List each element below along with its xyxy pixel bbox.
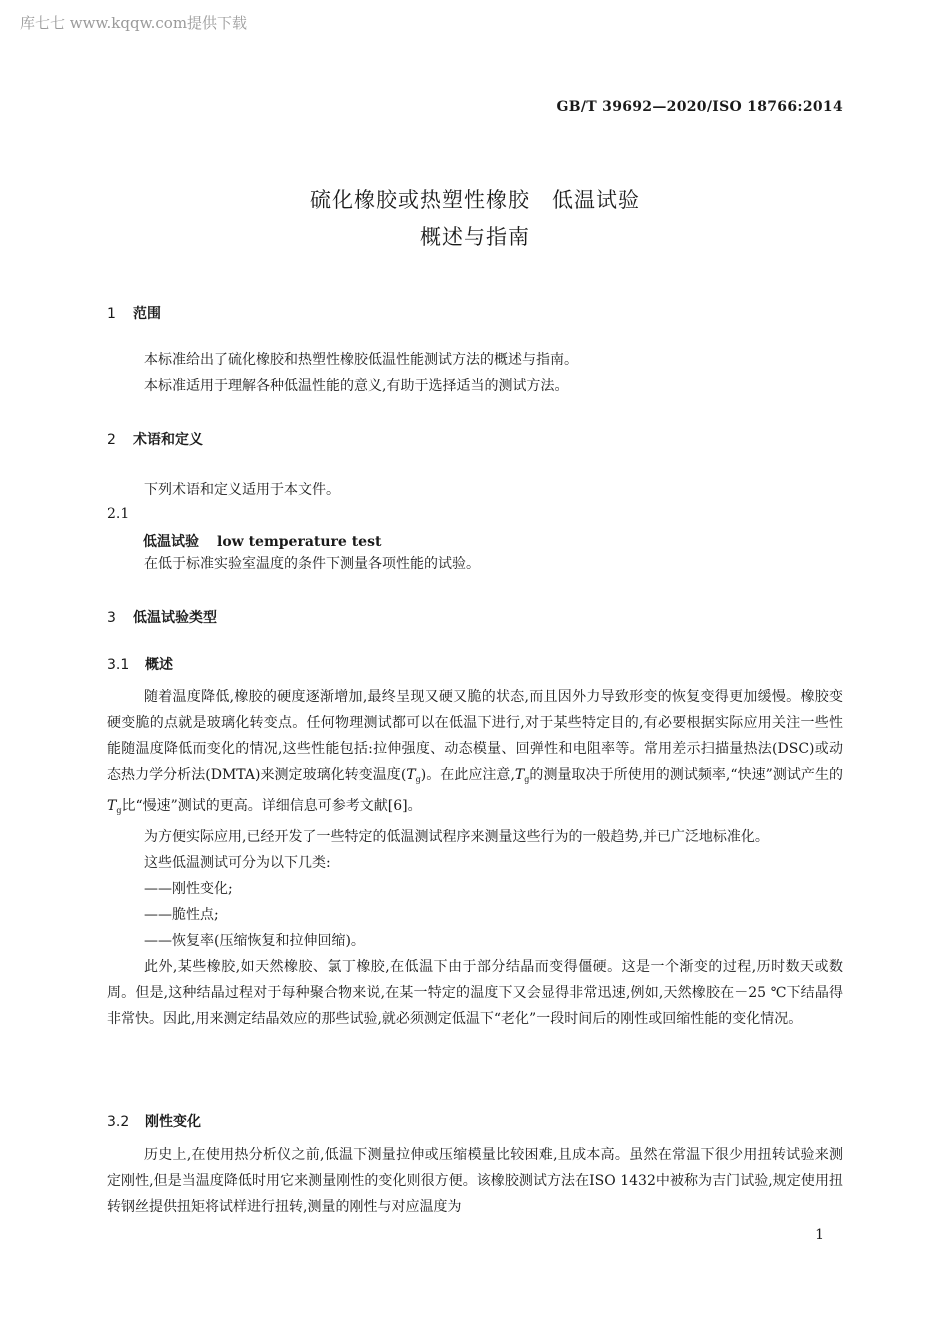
paragraph: 在低于标准实验室温度的条件下测量各项性能的试验。: [144, 556, 480, 572]
section-3-2-heading: [107, 1111, 201, 1131]
section-2-intro: [107, 477, 843, 503]
paragraph: 为方便实际应用,已经开发了一些特定的低温测试程序来测量这些行为的一般趋势,并已广泛地标准化。: [144, 829, 769, 845]
term-chinese: 低温试验: [143, 534, 199, 550]
section-3-title: 低温试验类型: [133, 610, 217, 626]
section-3-heading: [107, 607, 217, 627]
section-3-2-body: [107, 1142, 843, 1220]
watermark-text: 库七七 www.kqqw.com提供下载: [20, 14, 248, 32]
paragraph: 此外,某些橡胶,如天然橡胶、氯丁橡胶,在低温下由于部分结晶而变得僵硬。这是一个渐变的过程,历时数天或数周。但是,这种结晶过程对于每种聚合物来说,在某一特定的温度下又会显得非常迅速,例如,天然橡胶在－25 ℃下结晶得非常快。因此,用来测定结晶效应的那些试验,就必须测定低温下“老化”一段时间后的刚性或回缩性能的变化情况。: [107, 959, 843, 1027]
subclause-2-1-number: 2.1: [107, 506, 130, 522]
section-3-1-number: 3.1: [107, 657, 130, 673]
section-1-heading: [107, 303, 161, 323]
term-english: low temperature test: [217, 534, 382, 550]
list-item: ——恢复率(压缩恢复和拉伸回缩)。: [144, 933, 365, 949]
section-2-title: 术语和定义: [133, 432, 203, 448]
section-3-1-body: [107, 684, 843, 1032]
paragraph-glass-transition: 随着温度降低,橡胶的硬度逐渐增加,最终呈现又硬又脆的状态,而且因外力导致形变的恢复变得更加缓慢。橡胶变硬变脆的点就是玻璃化转变点。任何物理测试都可以在低温下进行,对于某些特定目的,有必要根据实际应用关注一些性能随温度降低而变化的情况,这些性能包括:拉伸强度、动态模量、回弹性和电阻率等。常用差示扫描量热法(DSC)或动态热力学分析法(DMTA)来测定玻璃化转变温度$(T_g)$。在此应注意$,T_g$的测量取决于所使用的测试频率,“快速”测试产生的 $T_g$比“慢速”测试的更高。详细信息可参考文献[6]。: [107, 689, 843, 815]
section-1-number: 1: [107, 306, 116, 322]
standard-number: GB/T 39692—2020/ISO 18766:2014: [556, 99, 843, 115]
paragraph: 本标准适用于理解各种低温性能的意义,有助于选择适当的测试方法。: [144, 378, 569, 394]
term-entry: [143, 531, 381, 551]
section-3-2-title: 刚性变化: [145, 1114, 201, 1130]
section-3-2-number: 3.2: [107, 1114, 130, 1130]
list-item: ——刚性变化;: [144, 881, 233, 897]
section-2-heading: [107, 429, 203, 449]
page-number: 1: [815, 1227, 824, 1243]
paragraph: 本标准给出了硫化橡胶和热塑性橡胶低温性能测试方法的概述与指南。: [144, 352, 578, 368]
list-item: ——脆性点;: [144, 907, 219, 923]
section-3-1-heading: [107, 654, 173, 674]
paragraph: 这些低温测试可分为以下几类:: [144, 855, 331, 871]
paragraph: 下列术语和定义适用于本文件。: [144, 482, 340, 498]
paragraph: 历史上,在使用热分析仪之前,低温下测量拉伸或压缩模量比较困难,且成本高。虽然在常温下很少用扭转试验来测定刚性,但是当温度降低时用它来测量刚性的变化则很方便。该橡胶测试方法在ISO 1432中被称为吉门试验,规定使用扭转钢丝提供扭矩将试样进行扭转,测量的刚性与对应温度为: [107, 1147, 843, 1215]
section-1-title: 范围: [133, 306, 161, 322]
section-3-number: 3: [107, 610, 116, 626]
document-title-line2: 概述与指南: [420, 225, 530, 249]
term-definition: [107, 551, 843, 577]
document-title-line1: 硫化橡胶或热塑性橡胶 低温试验: [310, 188, 640, 212]
section-3-1-title: 概述: [145, 657, 173, 673]
section-2-number: 2: [107, 432, 116, 448]
section-1-body: [107, 347, 843, 399]
